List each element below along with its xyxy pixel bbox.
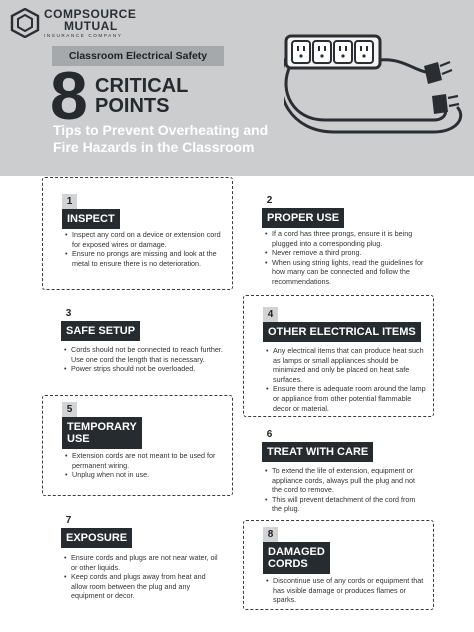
list-item: • To extend the life of extension, equipment or appliance cords, always pull the plug and not the cord to remove. (265, 466, 425, 495)
card-damaged-cords (243, 520, 434, 610)
list-item: • If a cord has three prongs, ensure it is being plugged into a corresponding plug. (265, 229, 425, 248)
card-bullets (266, 346, 426, 413)
card-number: 6 (266, 429, 273, 440)
subtitle-line-2: Fire Hazards in the Classroom (53, 139, 255, 155)
card-bullets (65, 451, 225, 480)
subtitle-line-1: Tips to Prevent Overheating and (53, 122, 269, 138)
card-bullets (65, 230, 223, 268)
card-proper-use (243, 177, 434, 290)
card-bullets (265, 229, 425, 287)
card-bullets (266, 576, 426, 605)
card-bullets (64, 553, 224, 601)
list-item: • Unplug when not in use. (65, 470, 225, 480)
list-item: • Discontinue use of any cords or equipment that has visible damage or produces flames or sparks. (266, 576, 426, 605)
card-number: 8 (263, 527, 278, 542)
company-logo (10, 8, 136, 39)
logo-line-compsource: COMPSOURCE (44, 7, 137, 21)
logo-line-mutual: MUTUAL (64, 19, 118, 33)
headline-critical: CRITICAL (95, 75, 189, 97)
card-number: 7 (65, 515, 72, 526)
list-item: • Never remove a third prong. (265, 248, 425, 258)
logo-line-insurance: INSURANCE COMPANY (44, 33, 123, 38)
card-inspect (42, 177, 233, 290)
card-title (263, 542, 330, 574)
list-item: • Keep cords and plugs away from heat and allow room between the plug and any equipment or decor. (64, 572, 224, 601)
card-title: EXPOSURE (61, 528, 132, 548)
card-number: 5 (62, 402, 77, 417)
headline (95, 76, 188, 116)
card-title-line: USE (67, 433, 90, 445)
list-item: • This will prevent detachment of the cord from the plug. (265, 495, 425, 514)
topic-tag: Classroom Electrical Safety (52, 46, 224, 66)
list-item: • When using string lights, read the guidelines for how many can be connected and follow the recommendations. (265, 258, 425, 287)
card-number: 4 (263, 307, 278, 322)
card-exposure (42, 508, 233, 612)
card-title: OTHER ELECTRICAL ITEMS (263, 322, 421, 342)
card-title: TREAT WITH CARE (262, 442, 373, 462)
card-title-line: DAMAGED (268, 546, 325, 558)
card-title-line: TEMPORARY (67, 421, 137, 433)
card-treat-with-care (243, 420, 434, 516)
card-bullets (64, 345, 224, 374)
headline-points: POINTS (95, 95, 170, 117)
card-number: 3 (65, 308, 72, 319)
compsource-logo-icon (10, 8, 40, 38)
card-title: PROPER USE (262, 208, 344, 228)
list-item: • Extension cords are not meant to be used for permanent wiring. (65, 451, 225, 470)
list-item: • Ensure there is adequate room around the lamp or appliance from other potential flammable decor or material. (266, 384, 426, 413)
list-item: • Power strips should not be overloaded. (64, 364, 224, 374)
list-item: • Inspect any cord on a device or extension cord for exposed wires or damage. (65, 230, 223, 249)
list-item: • Ensure no prongs are missing and look at the metal to ensure there is no deterioration. (65, 249, 223, 268)
big-number-eight: 8 (50, 58, 88, 134)
list-item: • Ensure cords and plugs are not near water, oil or other liquids. (64, 553, 224, 572)
card-title (62, 417, 142, 449)
list-item: • Cords should not be connected to reach further. Use one cord the length that is necessary. (64, 345, 224, 364)
card-safe-setup (42, 295, 233, 390)
card-temporary-use (42, 395, 233, 496)
card-title: SAFE SETUP (61, 321, 140, 341)
header-banner (0, 0, 474, 176)
card-title: INSPECT (62, 209, 120, 229)
list-item: • Any electrical items that can produce heat such as lamps or small appliances should be minimized and only be placed on heat safe surfaces. (266, 346, 426, 384)
card-number: 1 (62, 194, 77, 209)
card-bullets (265, 466, 425, 514)
card-title-line: CORDS (268, 558, 308, 570)
card-number: 2 (266, 195, 273, 206)
card-other-electrical-items (243, 295, 434, 417)
power-strip-illustration (284, 22, 469, 152)
